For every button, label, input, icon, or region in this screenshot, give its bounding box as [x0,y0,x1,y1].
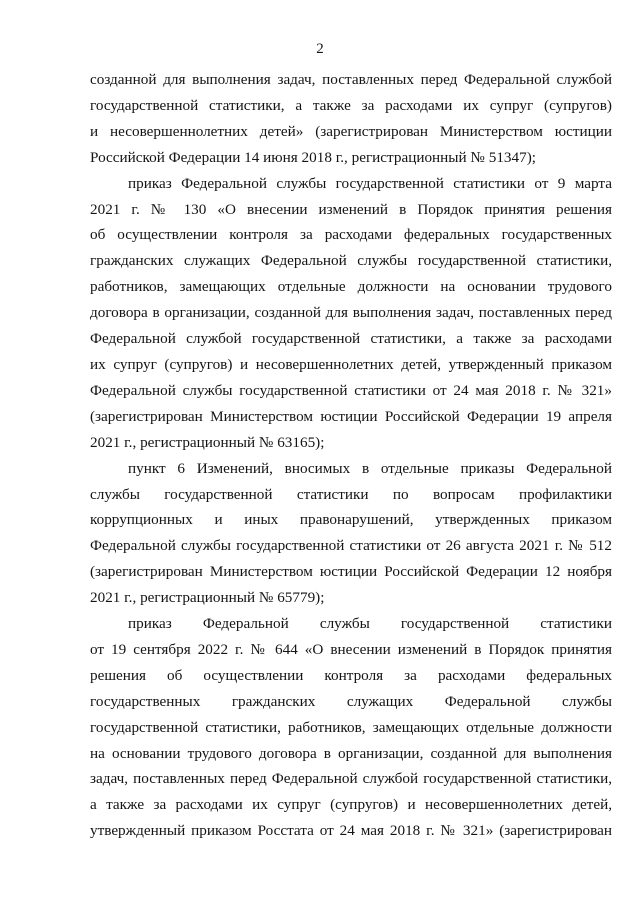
text-line: гражданских служащих Федеральной службы государственной статистики, [90,252,612,270]
text-line: государственных гражданских служащих Федеральной службы [90,692,612,710]
page-number: 2 [316,41,324,57]
document-body [90,67,612,844]
text-line: Федеральной службы государственной статистики от 24 мая 2018 г. № 321» [90,381,612,399]
text-line: утвержденный приказом Росстата от 24 мая 2018 г. № 321» (зарегистрирован [90,822,612,840]
text-line: государственной статистики, работников, замещающих отдельные должности [90,718,612,736]
text-line: Российской Федерации 14 июня 2018 г., регистрационный № 51347); [90,148,536,166]
text-line: службы государственной статистики по вопросам профилактики [90,485,612,503]
text-line: (зарегистрирован Министерством юстиции Российской Федерации 12 ноября [90,563,612,581]
text-line: задач, поставленных перед Федеральной службой государственной статистики, [90,770,612,788]
text-line: 2021 г., регистрационный № 65779); [90,589,325,607]
text-line: об осуществлении контроля за расходами федеральных государственных [90,226,612,244]
text-line: приказ Федеральной службы государственной статистики [128,615,612,633]
paragraph-order-644 [90,611,612,844]
paragraph-item-6 [90,456,612,611]
text-line: 2021 г. № 130 «О внесении изменений в Порядок принятия решения [90,200,612,218]
text-line: работников, замещающих отдельные должности на основании трудового [90,278,612,296]
text-line: договора в организации, созданной для выполнения задач, поставленных перед [90,304,612,322]
text-line: и несовершеннолетних детей» (зарегистрирован Министерством юстиции [90,122,612,140]
text-line: на основании трудового договора в организации, созданной для выполнения [90,744,612,762]
text-line: Федеральной службой государственной статистики, а также за расходами [90,330,612,348]
text-line: решения об осуществлении контроля за расходами федеральных [90,666,612,684]
text-line: пункт 6 Изменений, вносимых в отдельные приказы Федеральной [128,459,612,477]
text-line: созданной для выполнения задач, поставленных перед Федеральной службой [90,71,612,88]
paragraph-order-130 [90,171,612,456]
text-line: приказ Федеральной службы государственной статистики от 9 марта [128,174,612,192]
text-line: их супруг (супругов) и несовершеннолетних детей, утвержденный приказом [90,355,612,373]
text-line: Федеральной службы государственной статистики от 26 августа 2021 г. № 512 [90,537,612,555]
text-line: от 19 сентября 2022 г. № 644 «О внесении изменений в Порядок принятия [90,640,612,658]
text-line: (зарегистрирован Министерством юстиции Российской Федерации 19 апреля [90,407,612,425]
text-line: государственной статистики, а также за расходами их супруг (супругов) [90,96,612,114]
text-line: а также за расходами их супруг (супругов) и несовершеннолетних детей, [90,796,612,814]
text-line: коррупционных и иных правонарушений, утвержденных приказом [90,511,612,529]
text-line: 2021 г., регистрационный № 63165); [90,433,325,451]
paragraph-continuation [90,67,612,171]
